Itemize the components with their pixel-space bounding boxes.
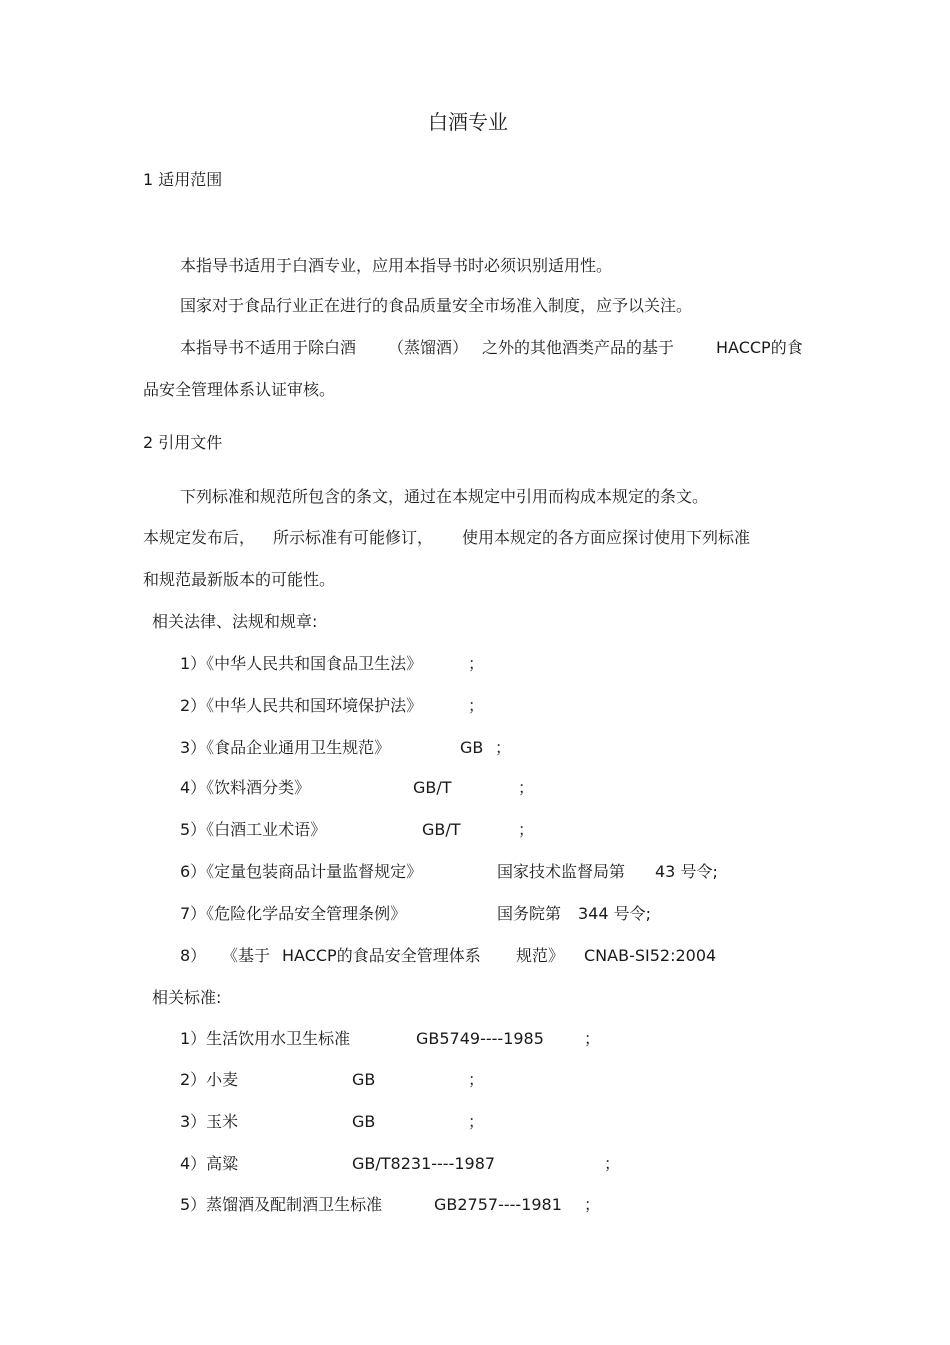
law-item-name: 1）《中华人民共和国食品卫生法》 bbox=[180, 654, 423, 673]
scope-paragraph-1: 本指导书适用于白酒专业，应用本指导书时必须识别适用性。 bbox=[180, 256, 613, 275]
standard-item-end: ； bbox=[604, 1154, 621, 1173]
section-heading-scope: 1 适用范围 bbox=[143, 170, 223, 189]
scope-paragraph-2: 国家对于食品行业正在进行的食品质量安全市场准入制度，应予以关注。 bbox=[180, 296, 693, 315]
references-intro-line-3: 和规范最新版本的可能性。 bbox=[143, 570, 336, 589]
law-item-end: 43 号令; bbox=[655, 862, 718, 881]
law-item-code: 国务院第 bbox=[497, 904, 562, 923]
scope-paragraph-3-part-a: 本指导书不适用于除白酒 bbox=[180, 338, 357, 357]
standards-heading: 相关标准: bbox=[152, 988, 222, 1007]
standard-item-code: GB bbox=[352, 1112, 376, 1131]
law-item-code: GB/T bbox=[413, 778, 452, 797]
law-item-code: GB bbox=[460, 738, 484, 757]
law-item-end: 344 号令; bbox=[578, 904, 652, 923]
references-intro-line-2-part-b: 所示标准有可能修订， bbox=[273, 528, 434, 547]
laws-heading: 相关法律、法规和规章: bbox=[152, 612, 318, 631]
law-item-end: ； bbox=[468, 696, 485, 715]
standard-item-code: GB bbox=[352, 1070, 376, 1089]
standard-item-name: 3）玉米 bbox=[180, 1112, 239, 1131]
law-item-code: 《基于 bbox=[222, 946, 271, 965]
standard-item-name: 2）小麦 bbox=[180, 1070, 239, 1089]
law-item-standard-code: CNAB-SI52:2004 bbox=[584, 946, 717, 965]
scope-paragraph-3-part-e: 品安全管理体系认证审核。 bbox=[143, 380, 336, 399]
section-heading-references: 2 引用文件 bbox=[143, 433, 223, 452]
standard-item-end: ； bbox=[468, 1070, 485, 1089]
law-item-name: 5）《白酒工业术语》 bbox=[180, 820, 327, 839]
standard-item-code: GB2757----1981 bbox=[434, 1195, 562, 1214]
law-item-code: 国家技术监督局第 bbox=[497, 862, 626, 881]
law-item-end: HACCP的食品安全管理体系 bbox=[282, 946, 481, 965]
law-item-name: 8） bbox=[180, 946, 207, 965]
law-item-end: ； bbox=[518, 778, 535, 797]
law-item-extra: 规范》 bbox=[516, 946, 565, 965]
references-intro-line-2-part-a: 本规定发布后， bbox=[143, 528, 256, 547]
law-item-name: 7）《危险化学品安全管理条例》 bbox=[180, 904, 407, 923]
standard-item-end: ； bbox=[584, 1195, 601, 1214]
scope-paragraph-3-part-b: （蒸馏酒） bbox=[388, 338, 469, 357]
law-item-name: 4）《饮料酒分类》 bbox=[180, 778, 311, 797]
scope-paragraph-3-part-d: HACCP的食 bbox=[716, 338, 803, 357]
law-item-code: GB/T bbox=[422, 820, 461, 839]
standard-item-end: ； bbox=[468, 1112, 485, 1131]
law-item-end: ； bbox=[495, 738, 512, 757]
references-intro-line-2-part-c: 使用本规定的各方面应探讨使用下列标准 bbox=[462, 528, 751, 547]
references-intro-line-1: 下列标准和规范所包含的条文，通过在本规定中引用而构成本规定的条文。 bbox=[180, 487, 709, 506]
standard-item-end: ； bbox=[584, 1029, 601, 1048]
law-item-name: 2）《中华人民共和国环境保护法》 bbox=[180, 696, 423, 715]
standard-item-name: 1）生活饮用水卫生标准 bbox=[180, 1029, 351, 1048]
scope-paragraph-3-part-c: 之外的其他酒类产品的基于 bbox=[482, 338, 675, 357]
law-item-end: ； bbox=[518, 820, 535, 839]
standard-item-name: 5）蒸馏酒及配制酒卫生标准 bbox=[180, 1195, 383, 1214]
law-item-name: 3）《食品企业通用卫生规范》 bbox=[180, 738, 391, 757]
law-item-end: ； bbox=[468, 654, 485, 673]
law-item-name: 6）《定量包装商品计量监督规定》 bbox=[180, 862, 423, 881]
standard-item-name: 4）高粱 bbox=[180, 1154, 239, 1173]
standard-item-code: GB5749----1985 bbox=[416, 1029, 544, 1048]
standard-item-code: GB/T8231----1987 bbox=[352, 1154, 496, 1173]
page-title: 白酒专业 bbox=[428, 110, 508, 134]
